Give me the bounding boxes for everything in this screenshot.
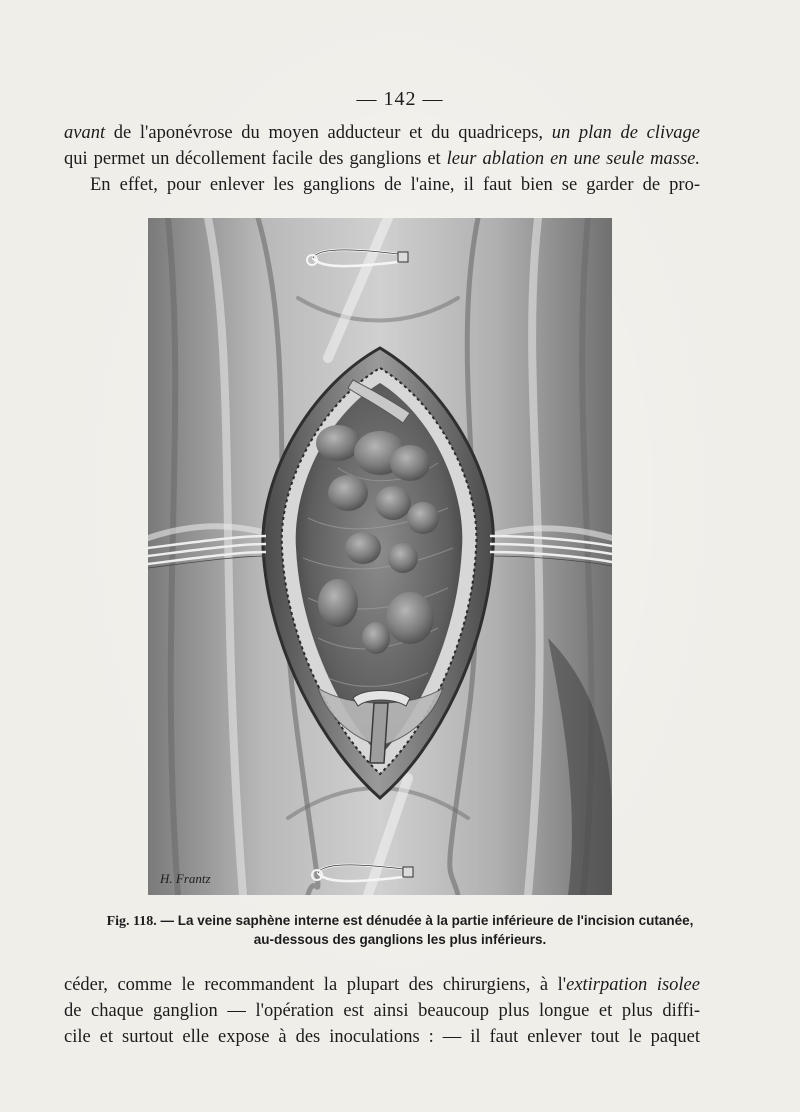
ganglion-node [388, 543, 418, 573]
saphenous-vein [370, 703, 388, 763]
italic-extirpation-isolee: extirpation isolee [566, 975, 700, 995]
ganglion-node [390, 445, 430, 481]
surgical-illustration [148, 218, 612, 895]
top-paragraph-line-1 [64, 120, 700, 146]
text-aponevrose: de l'aponévrose du moyen adducteur et du quadriceps, [113, 123, 544, 143]
caption-line-2: au-dessous des ganglions les plus inférieurs. [253, 932, 547, 947]
text-decollement: qui permet un décollement facile des ganglions et [64, 149, 441, 169]
ganglion-node [407, 502, 439, 534]
ganglion-node [362, 622, 390, 654]
top-paragraph-line-2 [64, 146, 700, 172]
top-paragraph [64, 120, 700, 198]
figure-caption [80, 912, 720, 949]
caption-line-1: — La veine saphène interne est dénudée à la partie inférieure de l'incision cutanée, [160, 913, 694, 928]
ganglion-node [386, 592, 434, 644]
bottom-paragraph [64, 972, 700, 1050]
ganglion-node [316, 425, 360, 461]
bottom-paragraph-line-2: de chaque ganglion — l'opération est ainsi beaucoup plus longue et plus diffi- [64, 1001, 700, 1021]
italic-avant: avant [64, 123, 106, 143]
italic-plan-de-clivage: un plan de clivage [551, 123, 701, 143]
top-paragraph-line-3: En effet, pour enlever les ganglions de l'aine, il faut bien se garder de pro- [90, 175, 700, 195]
page-number: — 142 — [356, 88, 444, 110]
italic-leur-ablation: leur ablation en une seule masse. [446, 149, 701, 169]
ganglion-node [318, 579, 358, 627]
figure-label: Fig. 118. [106, 914, 157, 929]
ganglion-node [375, 486, 411, 520]
ganglion-node [345, 532, 381, 564]
ganglion-node [328, 475, 368, 511]
text-ceder: céder, comme le recommandent la plupart des chirurgiens, à l' [64, 975, 567, 995]
bottom-paragraph-line-3: cile et surtout elle expose à des inoculations : — il faut enlever tout le paquet [64, 1027, 700, 1047]
bottom-paragraph-line-1 [64, 972, 700, 998]
artist-signature: H. Frantz [160, 871, 211, 886]
